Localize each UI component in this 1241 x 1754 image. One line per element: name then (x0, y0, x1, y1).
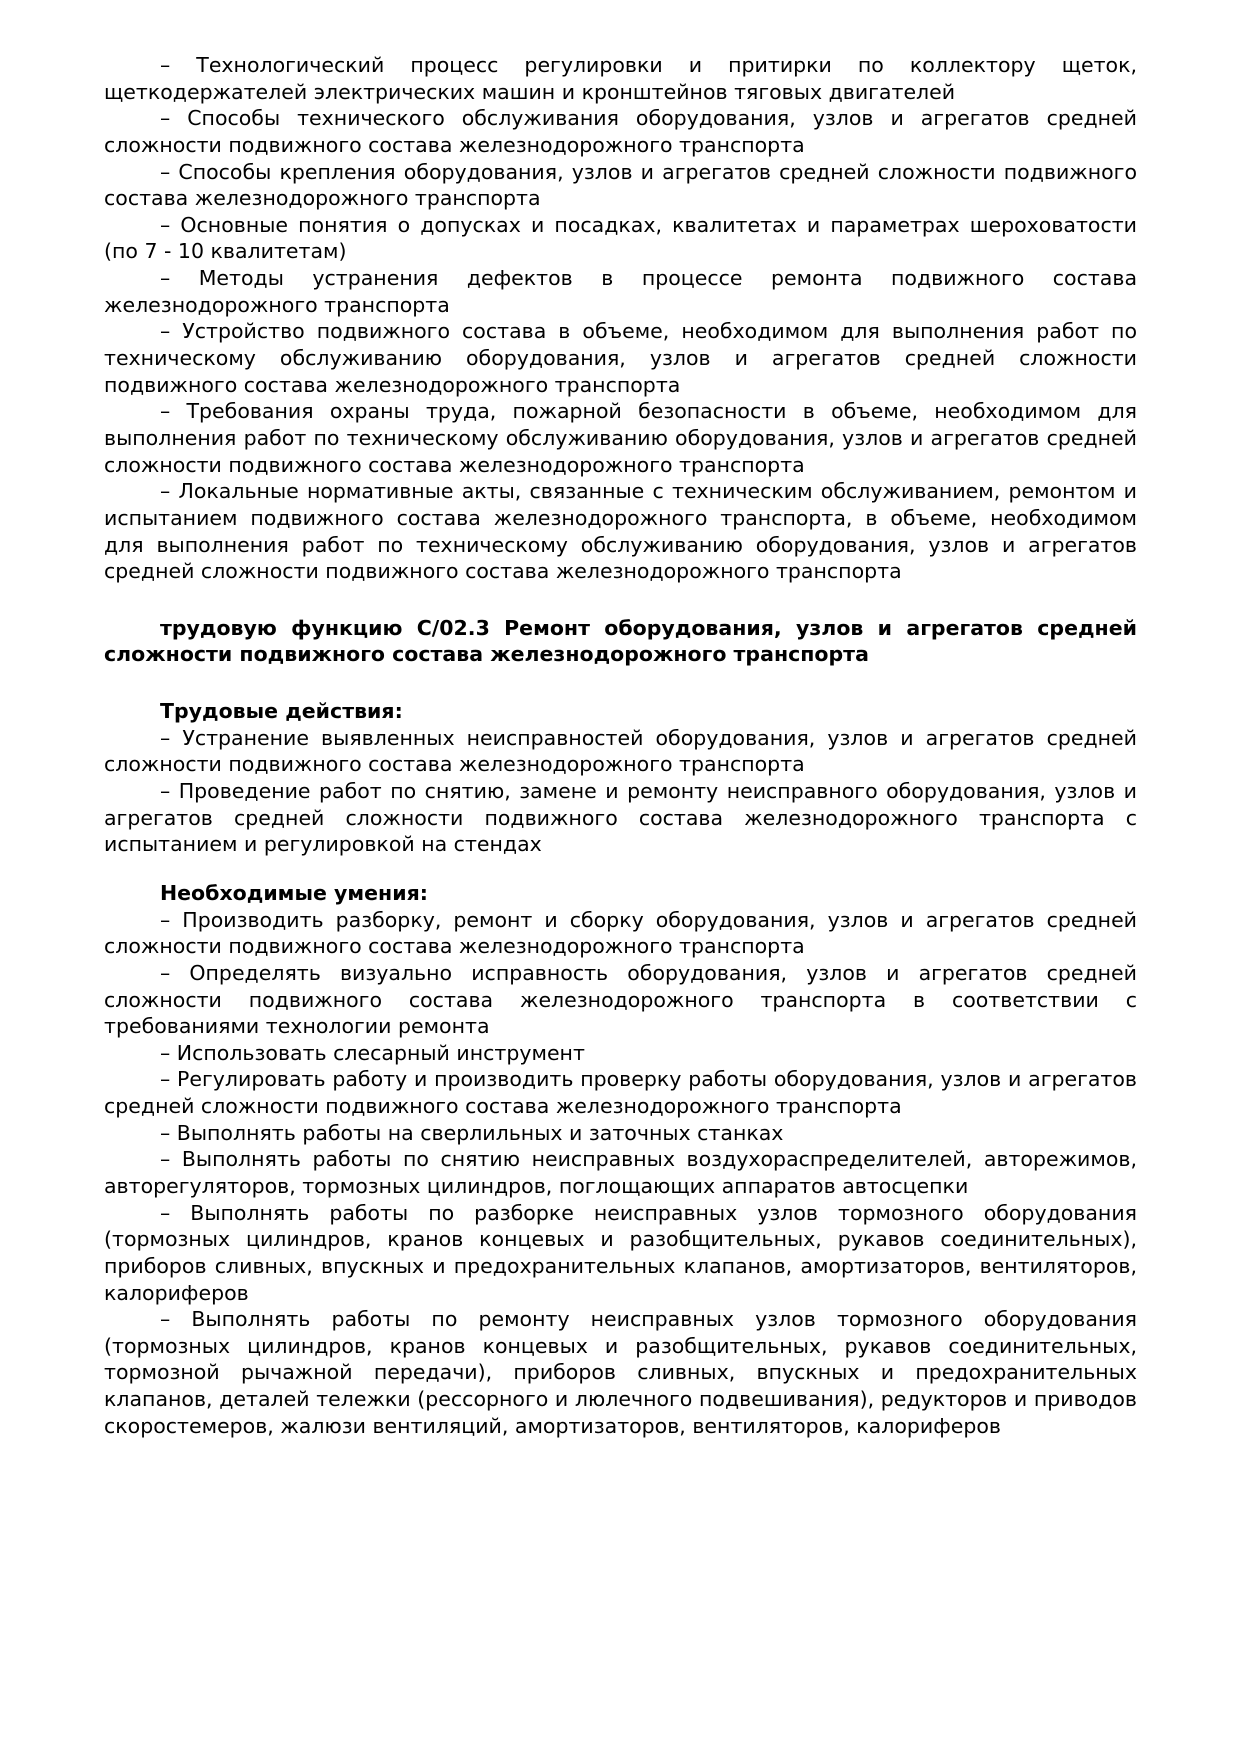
knowledge-item: – Локальные нормативные акты, связанные с техническим обслуживанием, ремонтом и испытанием подвижного состава железнодорожного транспорта, в объеме, необходимом для выполнения работ по техническому обслуживанию оборудования, узлов и агрегатов средней сложности подвижного состава железнодорожного транспорта (104, 479, 1137, 584)
required-skill-item: – Использовать слесарный инструмент (160, 1040, 585, 1065)
knowledge-item: – Методы устранения дефектов в процессе ремонта подвижного состава железнодорожного транспорта (104, 266, 1137, 317)
knowledge-item: – Требования охраны труда, пожарной безопасности в объеме, необходимом для выполнения работ по техническому обслуживанию оборудования, узлов и агрегатов средней сложности подвижного состава железнодорожного транспорта (104, 399, 1137, 477)
labor-action-item: – Устранение выявленных неисправностей оборудования, узлов и агрегатов средней сложности подвижного состава железнодорожного транспорта (104, 725, 1137, 777)
knowledge-item: – Основные понятия о допусках и посадках, квалитетах и параметрах шероховатости (по 7 - 10 квалитетам) (104, 212, 1137, 264)
knowledge-item: – Устройство подвижного состава в объеме, необходимом для выполнения работ по техническому обслуживанию оборудования, узлов и агрегатов средней сложности подвижного состава железнодорожного транспорта (104, 319, 1137, 397)
required-skill-item: – Производить разборку, ремонт и сборку оборудования, узлов и агрегатов средней сложности подвижного состава железнодорожного транспорта (104, 907, 1137, 959)
spacer (104, 858, 1137, 880)
spacer (104, 585, 1137, 615)
labor-actions-title: Трудовые действия: (160, 699, 403, 724)
required-skill-item: – Выполнять работы по ремонту неисправных узлов тормозного оборудования (тормозных цилиндров, кранов концевых и разобщительных, рукавов соединительных, тормозной рычажной передачи), приборов сливных, впускных и предохранительных клапанов, деталей тележки (рессорного и люлечного подвешивания), редукторов и приводов скоростемеров, жалюзи вентиляций, амортизаторов, вентиляторов, калориферов (104, 1307, 1137, 1438)
labor-action-item: – Проведение работ по снятию, замене и ремонту неисправного оборудования, узлов и агрегатов средней сложности подвижного состава железнодорожного транспорта с испытанием и регулировкой на стендах (104, 779, 1137, 857)
required-skill-item: – Выполнять работы по снятию неисправных воздухораспределителей, авторежимов, авторегуляторов, тормозных цилиндров, поглощающих аппаратов автосцепки (104, 1147, 1137, 1198)
required-skill-item: – Выполнять работы на сверлильных и заточных станках (160, 1120, 784, 1145)
required-skills-title: Необходимые умения: (160, 880, 428, 905)
required-skill-item: – Определять визуально исправность оборудования, узлов и агрегатов средней сложности подвижного состава железнодорожного транспорта в соответствии с требованиями технологии ремонта (104, 960, 1137, 1039)
knowledge-item: – Технологический процесс регулировки и притирки по коллектору щеток, щеткодержателей электрических машин и кронштейнов тяговых двигателей (104, 53, 1137, 104)
spacer (104, 668, 1137, 698)
required-skill-item: – Регулировать работу и производить проверку работы оборудования, узлов и агрегатов средней сложности подвижного состава железнодорожного транспорта (104, 1067, 1137, 1119)
knowledge-item: – Способы технического обслуживания оборудования, узлов и агрегатов средней сложности подвижного состава железнодорожного транспорта (104, 106, 1137, 157)
required-skill-item: – Выполнять работы по разборке неисправных узлов тормозного оборудования (тормозных цилиндров, кранов концевых и разобщительных, рукавов соединительных), приборов сливных, впускных и предохранительных клапанов, амортизаторов, вентиляторов, калориферов (104, 1200, 1137, 1305)
knowledge-item: – Способы крепления оборудования, узлов и агрегатов средней сложности подвижного состава железнодорожного транспорта (104, 159, 1137, 211)
function-heading: трудовую функцию C/02.3 Ремонт оборудования, узлов и агрегатов средней сложности подвижного состава железнодорожного транспорта (104, 615, 1137, 667)
